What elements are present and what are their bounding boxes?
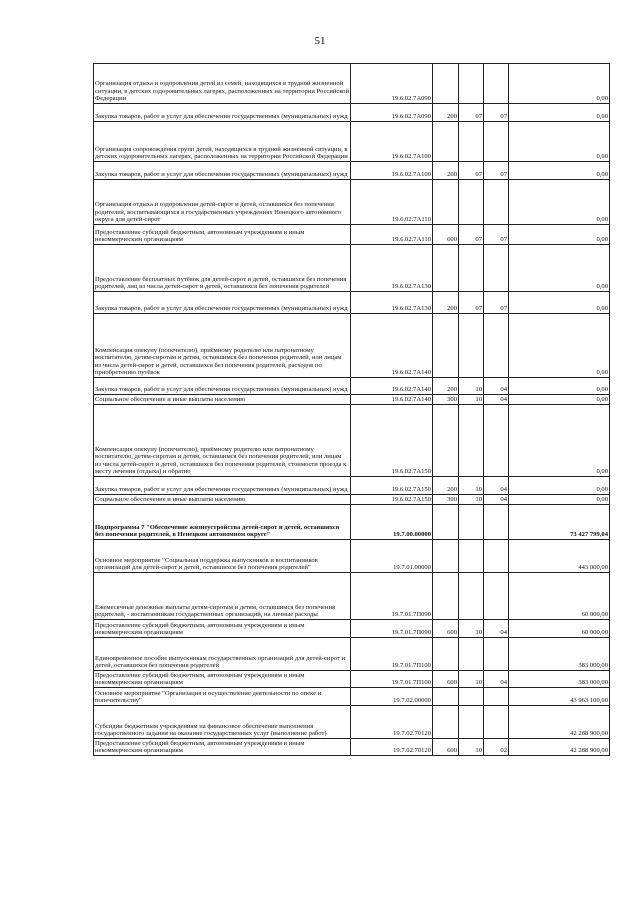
- table-row: [94, 688, 610, 706]
- row-amount: 0,00: [509, 405, 610, 477]
- row-expense-type: 600: [433, 739, 459, 756]
- table-row: [94, 180, 610, 225]
- row-expense-type: [433, 505, 459, 540]
- row-name: Основное мероприятие "Организация и осуществление деятельности по опеке и попечительству": [94, 688, 351, 706]
- row-name: Основное мероприятие "Социальная поддержка выпускников и воспитанников организаций для детей-сирот и детей, оставшихся без попечения родителей": [94, 540, 351, 573]
- row-name: Социальное обеспечение и иные выплаты населению: [94, 395, 351, 405]
- row-name: Ежемесячные денежные выплаты детям-сиротам и детям, оставшимся без попечения родителей, - воспитанникам государственных организаций, на личные расходы: [94, 573, 351, 620]
- row-code: 19.6.02.7А140: [351, 378, 433, 395]
- row-amount: 0,00: [509, 292, 610, 314]
- row-code: 19.7.01.7П100: [351, 638, 433, 671]
- row-subsection: 04: [484, 620, 509, 638]
- row-section: [459, 706, 484, 739]
- row-subsection: 04: [484, 477, 509, 495]
- row-code: 19.6.02.7А150: [351, 477, 433, 495]
- row-amount: 73 427 799,04: [509, 505, 610, 540]
- row-subsection: [484, 638, 509, 671]
- row-code: 19.6.02.7А100: [351, 162, 433, 180]
- row-name: Компенсация опекуну (попечителю), приёмному родителю или патронатному воспитателю, детям-сиротам и детям, оставшимся без попечения родителей, или лицам из числа детей-сирот и детей, оставшихся без попечения родителей, расходов по приобретению путёвок: [94, 314, 351, 378]
- row-section: [459, 688, 484, 706]
- row-expense-type: 200: [433, 477, 459, 495]
- row-expense-type: [433, 180, 459, 225]
- row-amount: 0,00: [509, 378, 610, 395]
- table-row: [94, 573, 610, 620]
- row-subsection: 02: [484, 739, 509, 756]
- table-row: [94, 671, 610, 688]
- row-section: 10: [459, 378, 484, 395]
- row-code: 19.6.02.7А150: [351, 495, 433, 505]
- row-amount: 0,00: [509, 180, 610, 225]
- row-expense-type: 200: [433, 292, 459, 314]
- row-expense-type: 300: [433, 495, 459, 505]
- row-expense-type: [433, 245, 459, 292]
- row-section: [459, 64, 484, 104]
- row-subsection: [484, 540, 509, 573]
- row-name: Предоставление субсидий бюджетным, автономным учреждениям и иным некоммерческим организациям: [94, 620, 351, 638]
- row-subsection: 07: [484, 162, 509, 180]
- row-section: [459, 540, 484, 573]
- row-name: Организация отдыха и оздоровления детей-сирот и детей, оставшихся без попечения родителей, воспитывающихся в государственных учреждениях Ненецкого автономного округа для детей-сирот: [94, 180, 351, 225]
- row-expense-type: 200: [433, 104, 459, 122]
- row-expense-type: 600: [433, 225, 459, 245]
- row-subsection: [484, 64, 509, 104]
- row-name: Подпрограмма 7 "Обеспечение жизнеустройства детей-сирот и детей, оставшихся без попечения родителей, в Ненецком автономном округе": [94, 505, 351, 540]
- row-amount: 0,00: [509, 245, 610, 292]
- row-section: 07: [459, 104, 484, 122]
- row-subsection: [484, 688, 509, 706]
- row-code: 19.6.02.7А100: [351, 122, 433, 162]
- row-section: [459, 573, 484, 620]
- row-amount: 0,00: [509, 122, 610, 162]
- row-name: Социальное обеспечение и иные выплаты населению: [94, 495, 351, 505]
- row-section: 10: [459, 477, 484, 495]
- table-row: [94, 706, 610, 739]
- row-name: Предоставление субсидий бюджетным, автономным учреждениям и иным некоммерческим организациям: [94, 225, 351, 245]
- row-expense-type: [433, 573, 459, 620]
- table-row: [94, 378, 610, 395]
- row-expense-type: [433, 688, 459, 706]
- row-subsection: 07: [484, 225, 509, 245]
- row-subsection: [484, 573, 509, 620]
- row-expense-type: [433, 540, 459, 573]
- row-section: 07: [459, 225, 484, 245]
- row-amount: 0,00: [509, 314, 610, 378]
- table-row: [94, 405, 610, 477]
- table-row: [94, 104, 610, 122]
- row-section: [459, 180, 484, 225]
- table-row: [94, 620, 610, 638]
- row-subsection: [484, 314, 509, 378]
- row-section: 10: [459, 739, 484, 756]
- table-row: [94, 739, 610, 756]
- row-section: [459, 314, 484, 378]
- row-code: 19.7.02.70120: [351, 706, 433, 739]
- budget-table-body: [94, 64, 610, 756]
- row-expense-type: [433, 314, 459, 378]
- row-expense-type: 600: [433, 620, 459, 638]
- row-expense-type: 200: [433, 378, 459, 395]
- table-row: [94, 540, 610, 573]
- table-row: [94, 122, 610, 162]
- row-subsection: [484, 405, 509, 477]
- row-code: 19.7.01.7П090: [351, 573, 433, 620]
- row-amount: 42 288 900,00: [509, 706, 610, 739]
- row-name: Организация отдыха и оздоровления детей из семей, находящихся в трудной жизненной ситуации, в детских оздоровительных лагерях, расположенных на территории Российской Федерации: [94, 64, 351, 104]
- row-name: Закупка товаров, работ и услуг для обеспечения государственных (муниципальных) нужд: [94, 378, 351, 395]
- budget-table: [93, 63, 610, 756]
- row-name: Организация сопровождения групп детей, находящихся в трудной жизненной ситуации, в детских оздоровительных лагерях, расположенных на территории Российской Федерации: [94, 122, 351, 162]
- row-name: Предоставление субсидий бюджетным, автономным учреждениям и иным некоммерческим организациям: [94, 739, 351, 756]
- row-amount: 383 000,00: [509, 671, 610, 688]
- row-code: 19.6.02.7А110: [351, 225, 433, 245]
- row-code: 19.7.00.00000: [351, 505, 433, 540]
- row-code: 19.6.02.7А150: [351, 405, 433, 477]
- row-section: [459, 245, 484, 292]
- table-row: [94, 245, 610, 292]
- row-code: 19.6.02.7А130: [351, 245, 433, 292]
- row-subsection: [484, 180, 509, 225]
- row-name: Закупка товаров, работ и услуг для обеспечения государственных (муниципальных) нужд: [94, 104, 351, 122]
- row-subsection: [484, 706, 509, 739]
- row-amount: 43 963 100,00: [509, 688, 610, 706]
- row-expense-type: [433, 405, 459, 477]
- row-subsection: 04: [484, 395, 509, 405]
- row-subsection: 04: [484, 378, 509, 395]
- row-section: [459, 638, 484, 671]
- row-amount: 0,00: [509, 477, 610, 495]
- row-subsection: [484, 505, 509, 540]
- row-amount: 0,00: [509, 225, 610, 245]
- row-code: 19.7.01.00000: [351, 540, 433, 573]
- row-code: 19.6.02.7А090: [351, 104, 433, 122]
- row-section: 10: [459, 671, 484, 688]
- row-section: 10: [459, 620, 484, 638]
- table-row: [94, 505, 610, 540]
- row-amount: 0,00: [509, 495, 610, 505]
- row-subsection: 04: [484, 671, 509, 688]
- row-name: Компенсация опекуну (попечителю), приёмному родителю или патронатному воспитателю, детям-сиротам и детям, оставшимся без попечения родителей, или лицам из числа детей-сирот и детей, оставшихся без попечения родителей, стоимости проезда к месту лечения (отдыха) и обратно: [94, 405, 351, 477]
- row-amount: 60 000,00: [509, 573, 610, 620]
- row-section: 07: [459, 162, 484, 180]
- row-name: Субсидии бюджетным учреждениям на финансовое обеспечение выполнения государственного задания на оказание государственных услуг (выполнение работ): [94, 706, 351, 739]
- row-section: 10: [459, 395, 484, 405]
- row-expense-type: 600: [433, 671, 459, 688]
- row-section: [459, 122, 484, 162]
- table-row: [94, 64, 610, 104]
- row-code: 19.6.02.7А130: [351, 292, 433, 314]
- row-name: Предоставление бесплатных путёвок для детей-сирот и детей, оставшихся без попечения родителей, лиц из числа детей-сирот и детей, оставшихся без попечения родителей: [94, 245, 351, 292]
- row-code: 19.7.01.7П100: [351, 671, 433, 688]
- row-amount: 0,00: [509, 395, 610, 405]
- row-section: [459, 405, 484, 477]
- row-subsection: 07: [484, 104, 509, 122]
- row-amount: 383 000,00: [509, 638, 610, 671]
- row-expense-type: 300: [433, 395, 459, 405]
- row-code: 19.6.02.7А140: [351, 314, 433, 378]
- row-code: 19.7.02.00000: [351, 688, 433, 706]
- page-number: 51: [314, 35, 326, 47]
- row-subsection: 04: [484, 495, 509, 505]
- row-expense-type: [433, 638, 459, 671]
- row-code: 19.6.02.7А090: [351, 64, 433, 104]
- row-expense-type: [433, 64, 459, 104]
- row-subsection: 07: [484, 292, 509, 314]
- table-row: [94, 477, 610, 495]
- row-amount: 42 288 900,00: [509, 739, 610, 756]
- row-amount: 443 000,00: [509, 540, 610, 573]
- row-code: 19.7.01.7П090: [351, 620, 433, 638]
- row-expense-type: [433, 122, 459, 162]
- row-name: Единовременное пособие выпускникам государственных организаций для детей-сирот и детей, оставшихся без попечения родителей: [94, 638, 351, 671]
- row-name: Предоставление субсидий бюджетным, автономным учреждениям и иным некоммерческим организациям: [94, 671, 351, 688]
- row-amount: 0,00: [509, 104, 610, 122]
- row-code: 19.6.02.7А110: [351, 180, 433, 225]
- row-code: 19.6.02.7А140: [351, 395, 433, 405]
- row-name: Закупка товаров, работ и услуг для обеспечения государственных (муниципальных) нужд: [94, 292, 351, 314]
- row-name: Закупка товаров, работ и услуг для обеспечения государственных (муниципальных) нужд: [94, 477, 351, 495]
- table-row: [94, 225, 610, 245]
- row-amount: 0,00: [509, 64, 610, 104]
- table-row: [94, 638, 610, 671]
- row-expense-type: [433, 706, 459, 739]
- row-amount: 60 000,00: [509, 620, 610, 638]
- table-row: [94, 314, 610, 378]
- row-subsection: [484, 245, 509, 292]
- table-row: [94, 162, 610, 180]
- table-row: [94, 292, 610, 314]
- row-section: 07: [459, 292, 484, 314]
- row-section: [459, 505, 484, 540]
- table-row: [94, 395, 610, 405]
- row-subsection: [484, 122, 509, 162]
- row-amount: 0,00: [509, 162, 610, 180]
- row-name: Закупка товаров, работ и услуг для обеспечения государственных (муниципальных) нужд: [94, 162, 351, 180]
- row-code: 19.7.02.70120: [351, 739, 433, 756]
- table-row: [94, 495, 610, 505]
- row-section: 10: [459, 495, 484, 505]
- row-expense-type: 200: [433, 162, 459, 180]
